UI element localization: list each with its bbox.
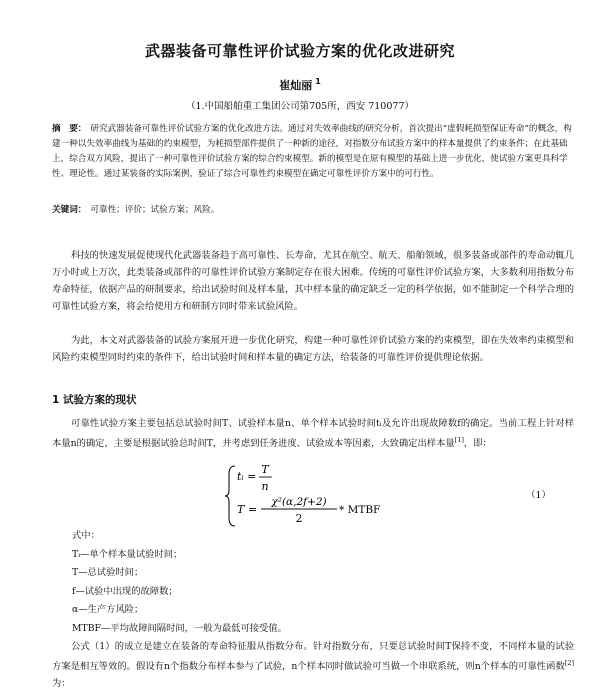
definition-line: T—总试验时间； xyxy=(72,567,144,578)
equation-number: （1） xyxy=(526,490,552,501)
eq-line2-lhs: T = xyxy=(237,503,258,516)
author-name: 崔灿丽 xyxy=(279,79,313,92)
author-line xyxy=(0,77,600,93)
p4-text: 公式（1）的成立是建立在装备的寿命特征服从指数分布。针对指数分布，只要总试验时间T保持不变，不同样本量的试验方案是相互等效的。假设有n个指数分布样本参与了试验，n个样本同时做试验可当做一个串联系统，则n个样本的可靠性函数 xyxy=(52,641,574,673)
eq-line1-numerator: T xyxy=(261,464,269,476)
p4-text-end: 为： xyxy=(52,678,71,690)
paper-title: 武器装备可靠性评价试验方案的优化改进研究 xyxy=(144,42,455,60)
equation-1 xyxy=(225,464,395,528)
abstract xyxy=(52,122,572,182)
eq-line2-rhs: * MTBF xyxy=(339,504,381,516)
definition-line: f—试验中出现的故障数； xyxy=(72,585,178,597)
eq-line1-lhs: tᵢ = xyxy=(237,470,257,483)
citation-ref-2: [2] xyxy=(564,659,574,667)
definition-line: α—生产方风险； xyxy=(72,604,144,615)
eq-line1-denominator: n xyxy=(261,480,269,493)
eq-line2-numerator: χ²(α,2f+2) xyxy=(271,496,327,508)
section1-text: 可靠性试验方案主要包括总试验时间T、试验样本量n、单个样本试验时间tᵢ及允许出现故障数f的确定。当前工程上针对样本量n的确定，主要是根据试验总时间T，并考虑到任务进度、试验成本等因素，大致确定出样本量 xyxy=(52,418,574,450)
definition-line: MTBF—平均故障间隔时间，一般为最低可接受值。 xyxy=(72,622,287,634)
section1-text-end: ，即： xyxy=(463,438,492,450)
equation-brace xyxy=(225,466,235,526)
eq-line2-denominator: 2 xyxy=(295,512,303,525)
keywords-text: 可靠性；评价；试验方案；风险。 xyxy=(90,205,220,215)
intro-paragraph-2: 为此，本文对武器装备的试验方案展开进一步优化研究，构建一种可靠性评价试验方案的约束模型，即在失效率约束模型和风险约束模型同时约束的条件下，给出试验时间和样本量的确定方法，给装备的可靠性评价提供理论依据。 xyxy=(52,335,574,363)
keywords xyxy=(52,203,572,218)
symbol-definitions xyxy=(72,527,572,638)
paragraph-after-definitions xyxy=(52,638,574,692)
definition-line: Tᵢ—单个样本量试验时间； xyxy=(72,548,183,560)
citation-ref-1: [1] xyxy=(454,436,464,444)
section-heading-1: 1 试验方案的现状 xyxy=(52,394,137,406)
abstract-label: 摘 要： xyxy=(52,124,87,134)
author-superscript: 1 xyxy=(315,77,321,87)
definition-line: 式中： xyxy=(72,530,100,541)
intro-paragraph-1: 科技的快速发展促使现代化武器装备趋于高可靠性、长寿命，尤其在航空、航天、船舶领域，很多装备或部件的寿命动辄几万小时或上万次，此类装备或部件的可靠性评价试验方案制定存在很大困难。传统的可靠性评价试验方案，大多数利用指数分布寿命特征，依据产品的研制要求，给出试验时间及样本量，其中样本量的确定缺乏一定的科学依据，如不能制定一个科学合理的可靠性试验方案，将会给使用方和研制方同时带来试验风险。 xyxy=(52,250,574,312)
abstract-text: 研究武器装备可靠性评价试验方案的优化改进方法。通过对失效率曲线的研究分析，首次提出“虚假耗损型保证寿命”的概念，构建一种以失效率曲线为基础的约束模型，为耗损型部件提供了一种新的途径，对指数分布试验方案中的样本量提供了约束条件；在此基础上，综合双方风险，提出了一种可靠性评价试验方案的综合约束模型。新的模型是在原有模型的基础上进一步优化，使试验方案更具科学性、理论性。通过某装备的实际案例，验证了综合可靠性约束模型在确定可靠性评价方案中的可行性。 xyxy=(52,124,572,179)
section1-paragraph xyxy=(52,415,574,452)
keywords-label: 关键词： xyxy=(52,205,87,215)
affiliation: （1.中国船舶重工集团公司第705所，西安 710077） xyxy=(186,101,414,112)
